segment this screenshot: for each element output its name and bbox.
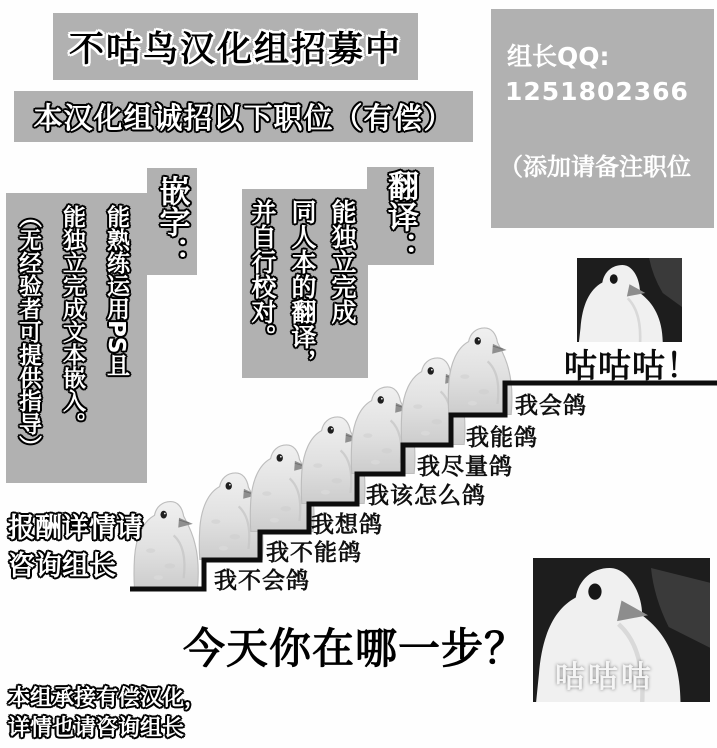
desc-line: （无经验者可提供指导） <box>15 205 41 458</box>
desc-line: 能熟练运用PS且 <box>103 205 129 377</box>
salary-note <box>8 510 143 586</box>
pigeon-icon <box>448 328 512 415</box>
step-label: 我会鸽 <box>515 393 587 419</box>
desc-line: 能独立完成 <box>328 199 357 324</box>
step-label: 我尽量鸽 <box>417 454 513 480</box>
step-label: 我不会鸽 <box>214 568 310 594</box>
pigeon-photo-top <box>577 258 682 342</box>
desc-line: 能独立完成文本嵌入。 <box>59 205 85 435</box>
desc-line: 同人本的翻译， <box>288 199 317 374</box>
step-label: 我该怎么鸽 <box>366 483 486 509</box>
step-label: 我不能鸽 <box>266 540 362 566</box>
position-typesetter-name: 嵌字： <box>153 175 190 268</box>
contact-note: （添加请备注职位 <box>499 153 691 181</box>
poster-title: 不咕鸟汉化组招募中 <box>68 29 402 70</box>
desc-line: 并自行校对。 <box>248 199 277 349</box>
step-label: 我想鸽 <box>311 512 383 538</box>
question-text: 今天你在哪一步？ <box>183 624 528 673</box>
position-translator-name: 翻译： <box>382 169 418 263</box>
salary-note-line: 咨询组长 <box>8 551 116 582</box>
contact-label: 组长QQ: <box>507 42 610 71</box>
footer-note <box>8 684 206 744</box>
qq-number: 1251802366 <box>505 77 689 106</box>
poster-subtitle: 本汉化组诚招以下职位（有偿） <box>33 101 454 135</box>
pigeon-icon <box>134 502 198 589</box>
pigeon-photo-bottom <box>533 558 710 702</box>
footer-note-line: 本组承接有偿汉化， <box>8 686 207 711</box>
coo-caption-top: 咕咕咕！ <box>564 346 700 385</box>
salary-note-line: 报酬详情请 <box>8 513 143 544</box>
step-label: 我能鸽 <box>466 425 538 451</box>
footer-note-line: 详情也请咨询组长 <box>8 716 185 741</box>
coo-caption-bottom: 咕咕咕 <box>555 660 654 695</box>
